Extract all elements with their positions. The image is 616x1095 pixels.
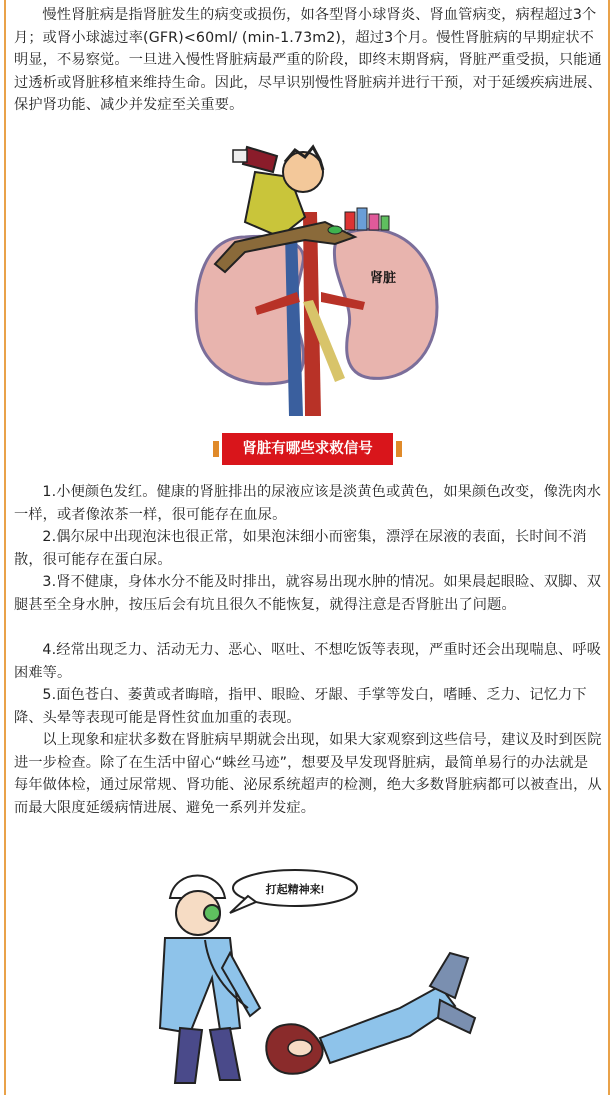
- bottle-icon: [243, 147, 277, 172]
- signals-banner: 肾脏有哪些求救信号: [221, 432, 394, 466]
- speech-text: 打起精神来!: [265, 884, 325, 896]
- kidney-character-body: [320, 986, 455, 1063]
- conclusion-paragraph: 以上现象和症状多数在肾脏病早期就会出现，如果大家观察到这些信号，建议及时到医院进一步检查。除了在生活中留心“蛛丝马迹”，想要及早发现肾脏病，最简单易行的办法就是每年做体检，通过尿常规、肾功能、泌尿系统超声的检测，绝大多数肾脏病都可以被查出，从而最大限度延缓病情进展、避免一系列并发症。: [14, 732, 602, 816]
- pill-bottle-icon: [345, 212, 355, 230]
- signal-item-1: 1.小便颜色发红。健康的肾脏排出的尿液应该是淡黄色或黄色，如果颜色改变，像洗肉水一样，或者像浓茶一样，很可能存在血尿。: [14, 484, 602, 523]
- kidney-label: 肾脏: [370, 270, 397, 285]
- signal-item-3: 3.肾不健康，身体水分不能及时排出，就容易出现水肿的情况。如果晨起眼睑、双脚、双腿甚至全身水肿，按压后会有坑且很久不能恢复，就得注意是否肾脏出了问题。: [14, 574, 602, 613]
- signal-item-4: 4.经常出现乏力、活动无力、恶心、呕吐、不想吃饭等表现，严重时还会出现喘息、呼吸困难等。: [14, 642, 602, 681]
- signal-item-5: 5.面色苍白、萎黄或者晦暗，指甲、眼睑、牙龈、手掌等发白，嗜睡、乏力、记忆力下降、头晕等表现可能是肾性贫血加重的表现。: [14, 687, 587, 726]
- intro-paragraph: 慢性肾脏病是指肾脏发生的病变或损伤，如各型肾小球肾炎、肾血管病变，病程超过3个月；或肾小球滤过率(GFR)<60ml/ (min-1.73m2)，超过3个月。慢性肾脏病的早期症状不明显，不易察觉。一旦进入慢性肾脏病最严重的阶段，即终末期肾病，肾脏严重受损，只能通过透析或肾脏移植来维持生命。因此，尽早识别慢性肾脏病并进行干预，对于延缓疾病进展、保护肾功能、减少并发症至关重要。: [14, 7, 602, 113]
- kidney-illustration: [185, 142, 447, 416]
- signal-item-2: 2.偶尔尿中出现泡沫也很正常，如果泡沫细小而密集，漂浮在尿液的表面，长时间不消散，很可能存在蛋白尿。: [14, 529, 587, 568]
- doctor-coat: [160, 938, 240, 1033]
- doctor-illustration: [150, 858, 490, 1090]
